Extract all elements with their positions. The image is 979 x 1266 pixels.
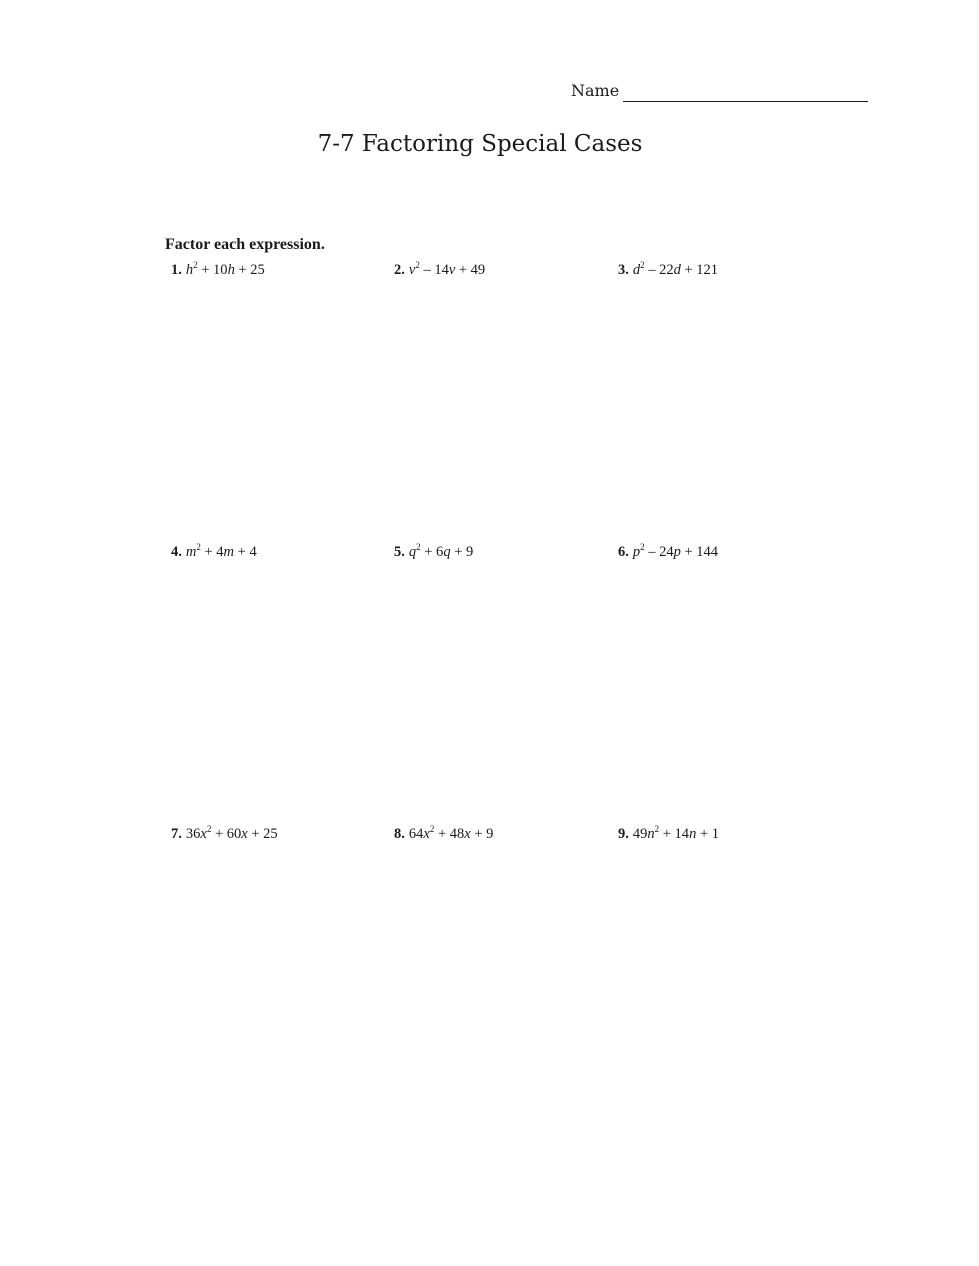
problem-number: 1. (171, 262, 182, 278)
variable: n (647, 826, 655, 842)
exponent: 2 (429, 824, 435, 835)
term-text: + 4 (234, 544, 257, 560)
variable: x (464, 826, 471, 842)
exponent: 2 (640, 260, 645, 271)
problem-1 (171, 261, 265, 279)
problem-9 (618, 825, 719, 843)
variable: q (443, 544, 451, 560)
variable: v (408, 262, 416, 278)
term-text: + 9 (470, 826, 494, 842)
term-text: 36 (185, 826, 201, 842)
problem-4 (171, 543, 257, 561)
variable: q (408, 544, 417, 560)
term-text: + 1 (696, 826, 719, 842)
term-text: + 25 (234, 262, 265, 278)
problem-number: 7. (171, 826, 182, 842)
problem-number: 6. (618, 544, 629, 560)
variable: p (632, 544, 641, 560)
variable: p (673, 544, 681, 560)
problem-expression (409, 826, 494, 842)
problem-number: 9. (618, 826, 629, 842)
exponent: 2 (196, 542, 201, 553)
term-text: + 48 (434, 826, 465, 842)
term-text: + 144 (680, 544, 719, 560)
term-text: + 6 (420, 544, 444, 560)
term-text: + 121 (680, 262, 719, 278)
variable: h (185, 262, 194, 278)
exponent: 2 (640, 542, 645, 553)
name-blank-line[interactable] (623, 85, 868, 102)
term-text: – 22 (644, 262, 674, 278)
problem-6 (618, 543, 718, 561)
variable: d (632, 262, 641, 278)
problem-number: 4. (171, 544, 182, 560)
term-text: + 14 (659, 826, 690, 842)
variable: m (223, 544, 235, 560)
problem-expression (409, 262, 485, 278)
problem-expression (409, 544, 473, 560)
term-text: + 49 (455, 262, 486, 278)
variable: x (423, 826, 430, 842)
problem-number: 8. (394, 826, 405, 842)
problem-expression (186, 262, 265, 278)
exponent: 2 (415, 260, 420, 271)
variable: m (185, 544, 197, 560)
variable: x (200, 826, 207, 842)
term-text: 49 (632, 826, 648, 842)
problem-number: 5. (394, 544, 405, 560)
name-label: Name (571, 81, 620, 100)
term-text: + 9 (450, 544, 474, 560)
problem-3 (618, 261, 718, 279)
problem-5 (394, 543, 473, 561)
term-text: – 14 (419, 262, 449, 278)
page-title: 7-7 Factoring Special Cases (317, 131, 643, 157)
problem-number: 3. (618, 262, 629, 278)
variable: h (227, 262, 235, 278)
term-text: + 10 (197, 262, 228, 278)
exponent: 2 (206, 824, 212, 835)
variable: n (689, 826, 697, 842)
problem-number: 2. (394, 262, 405, 278)
exponent: 2 (193, 260, 198, 271)
problem-expression (633, 262, 718, 278)
exponent: 2 (654, 824, 660, 835)
term-text: – 24 (644, 544, 674, 560)
term-text: + 4 (200, 544, 224, 560)
variable: d (673, 262, 681, 278)
problem-expression (633, 544, 718, 560)
problem-2 (394, 261, 485, 279)
instructions: Factor each expression. (165, 236, 325, 253)
term-text: 64 (408, 826, 424, 842)
name-field[interactable] (571, 80, 868, 102)
variable: x (241, 826, 248, 842)
term-text: + 25 (247, 826, 278, 842)
problem-expression (633, 826, 719, 842)
variable: v (448, 262, 456, 278)
problem-7 (171, 825, 278, 843)
problem-8 (394, 825, 493, 843)
term-text: + 60 (211, 826, 242, 842)
problem-expression (186, 544, 257, 560)
exponent: 2 (416, 542, 421, 553)
problem-expression (186, 826, 278, 842)
